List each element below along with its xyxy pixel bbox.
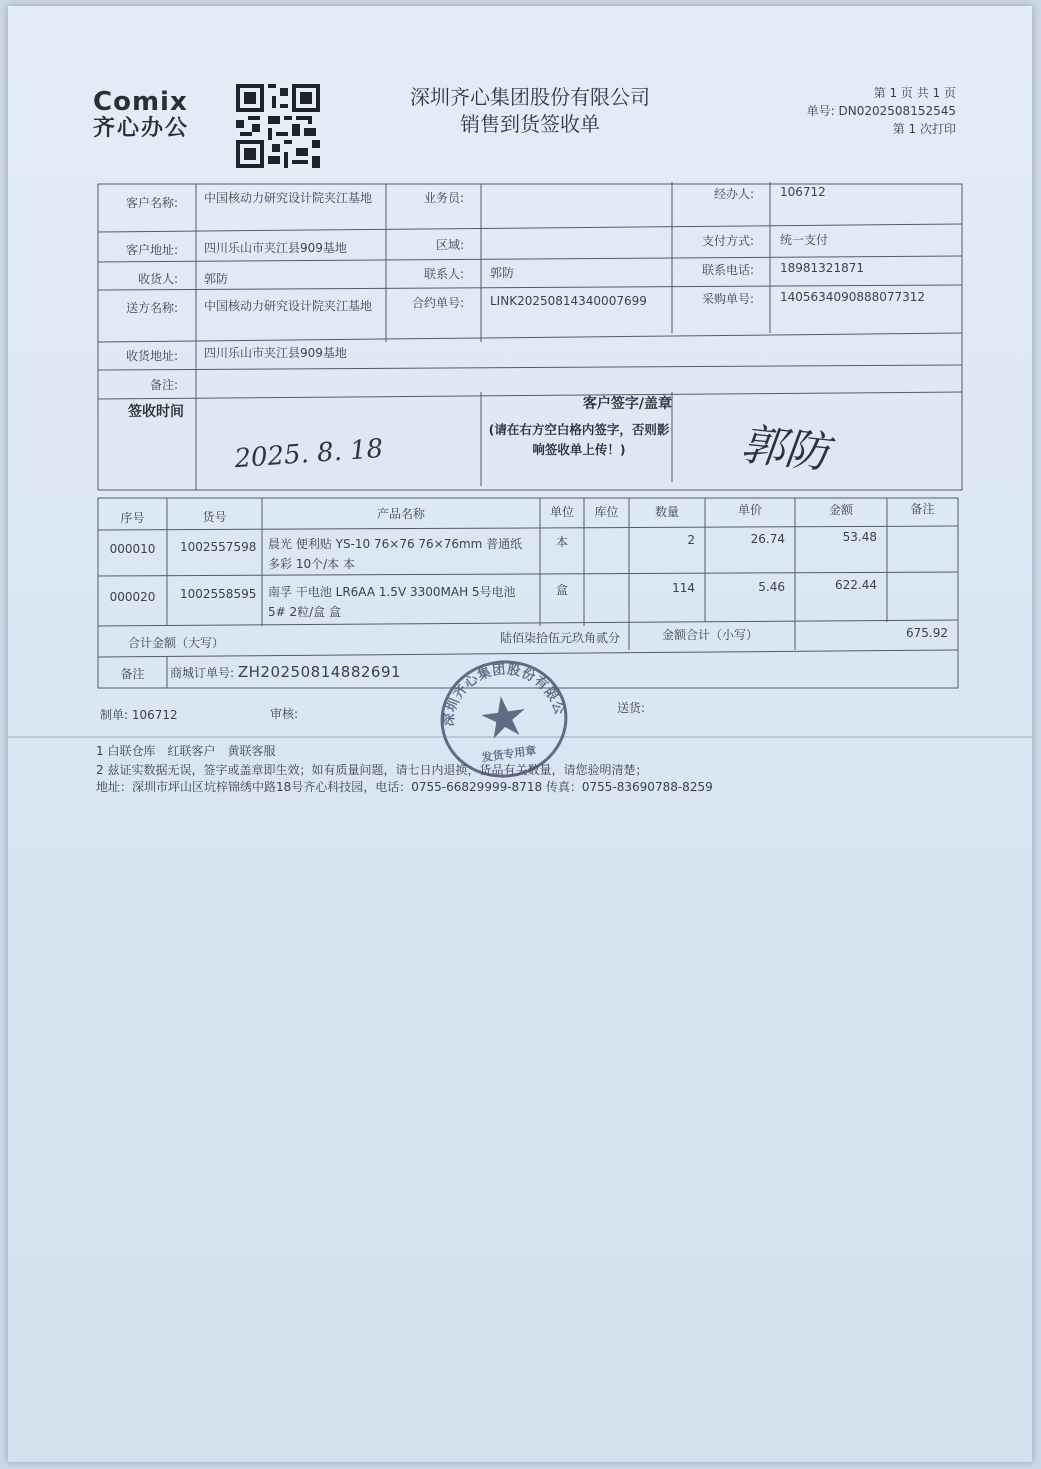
customer-signature: [735, 408, 845, 488]
row-qty: 2: [687, 533, 695, 547]
svg-text:郭防: 郭防: [738, 419, 832, 479]
row-sku: 1002557598: [180, 540, 257, 554]
customer-name: 中国核动力研究设计院夹江基地: [204, 191, 373, 205]
handwritten-date: [230, 424, 390, 474]
phone-label: 联系电话:: [701, 263, 754, 277]
col-header-note: 备注: [910, 502, 935, 516]
row-seq: 000020: [109, 590, 156, 604]
row-qty: 114: [672, 581, 695, 595]
signature-title: 客户签字/盖章: [582, 396, 672, 412]
salesperson-label: 业务员:: [423, 191, 464, 205]
sign-time-label: 签收时间: [128, 404, 184, 420]
footer-address: 地址：深圳市坪山区坑梓锦绣中路18号齐心科技园，电话：0755-66829999-8718 传真：0755-83690788-8259: [96, 780, 713, 794]
customer-address: 四川乐山市夹江县909基地: [204, 241, 347, 255]
row-unit: 本: [555, 535, 568, 549]
total-upper-label: 合计金额（大写）: [128, 636, 225, 650]
row-product-name: 南孚 干电池 LR6AA 1.5V 3300MAH 5号电池 5# 2粒/盒 盒: [268, 585, 516, 619]
row-unit: 盒: [555, 583, 568, 597]
phone-value: 18981321871: [780, 261, 864, 275]
row-product-name: 晨光 便利贴 YS-10 76×76 76×76mm 普通纸 多彩 10个/本 本: [268, 537, 523, 571]
logo-brand-cn: 齐心办公: [93, 116, 190, 141]
svg-text:2025. 8. 18: 2025. 8. 18: [233, 433, 385, 474]
row-seq: 000010: [109, 542, 156, 556]
row-sku: 1002558595: [180, 587, 257, 601]
handler-label: 经办人:: [713, 187, 754, 201]
delivery-label: 送货:: [617, 701, 646, 715]
purchase-no-label: 采购单号:: [701, 292, 754, 306]
mall-order-label: 商城订单号:: [170, 666, 235, 680]
row-amount: 622.44: [835, 578, 877, 592]
print-count: 第 1 次打印: [892, 122, 956, 136]
doc-number: DN0202508152545: [838, 104, 956, 118]
maker-value: 106712: [131, 708, 178, 722]
document-title: 销售到货签收单: [460, 112, 600, 136]
total-lower-label: 金额合计（小写）: [662, 628, 759, 642]
footer-note-1: 1 白联仓库 红联客户 黄联客服: [96, 744, 276, 758]
maker-label: 制单:: [100, 708, 129, 722]
ship-to-label: 送方名称:: [125, 301, 178, 315]
row-price: 5.46: [758, 580, 785, 594]
row-amount: 53.48: [842, 530, 877, 544]
col-header-price: 单价: [737, 503, 762, 517]
footer-note-2: 2 兹证实数据无误，签字或盖章即生效；如有质量问题，请七日内退换，货品有关数量，请您验明清楚；: [96, 763, 648, 777]
total-lower-value: 675.92: [906, 626, 948, 640]
row-price: 26.74: [750, 532, 785, 546]
logo-brand-en: Comix: [93, 87, 188, 117]
receiver-label: 收货人:: [137, 272, 178, 286]
maker-line: [100, 706, 178, 723]
col-header-qty: 数量: [654, 505, 679, 519]
handler-value: 106712: [780, 185, 826, 199]
contact-label: 联系人:: [423, 267, 464, 281]
mall-order-no: ZH20250814882691: [237, 663, 402, 681]
contract-no: LINK20250814340007699: [490, 294, 647, 308]
col-header-seq: 序号: [120, 511, 145, 525]
region-label: 区域:: [435, 238, 464, 252]
contract-no-label: 合约单号:: [411, 296, 464, 310]
company-name: 深圳齐心集团股份有限公司: [410, 85, 650, 109]
customer-address-label: 客户地址:: [125, 243, 178, 257]
col-header-sku: 货号: [202, 510, 227, 524]
signature-instruction: (请在右方空白格内签字，否则影响签收单上传！): [488, 422, 670, 457]
col-header-product: 产品名称: [376, 507, 425, 521]
mall-order-line: [170, 664, 401, 682]
ship-to-name: 中国核动力研究设计院夹江基地: [204, 299, 373, 313]
purchase-no: 1405634090888077312: [780, 290, 926, 304]
recv-address-label: 收货地址:: [125, 349, 178, 363]
svg-text:发货专用章: 发货专用章: [480, 743, 538, 765]
col-header-unit: 单位: [549, 505, 574, 519]
svg-text:深圳齐心集团股份有限公司: 深圳齐心集团股份有限公司: [441, 662, 567, 728]
contact-value: 郭防: [490, 266, 515, 280]
page-info: 第 1 页 共 1 页: [873, 86, 956, 100]
review-label: 审核:: [270, 707, 299, 721]
col-header-amount: 金额: [828, 503, 853, 517]
customer-name-label: 客户名称:: [125, 196, 178, 210]
total-upper-value: 陆佰柒拾伍元玖角贰分: [499, 631, 620, 645]
payment-method-label: 支付方式:: [701, 234, 754, 248]
receiver-value: 郭防: [204, 272, 229, 286]
col-header-location: 库位: [594, 505, 619, 519]
doc-number-label: 单号:: [806, 104, 835, 118]
remark-label: 备注:: [149, 378, 178, 392]
items-remark-label: 备注: [120, 667, 145, 681]
payment-method: 统一支付: [780, 233, 829, 247]
recv-address: 四川乐山市夹江县909基地: [204, 346, 347, 360]
